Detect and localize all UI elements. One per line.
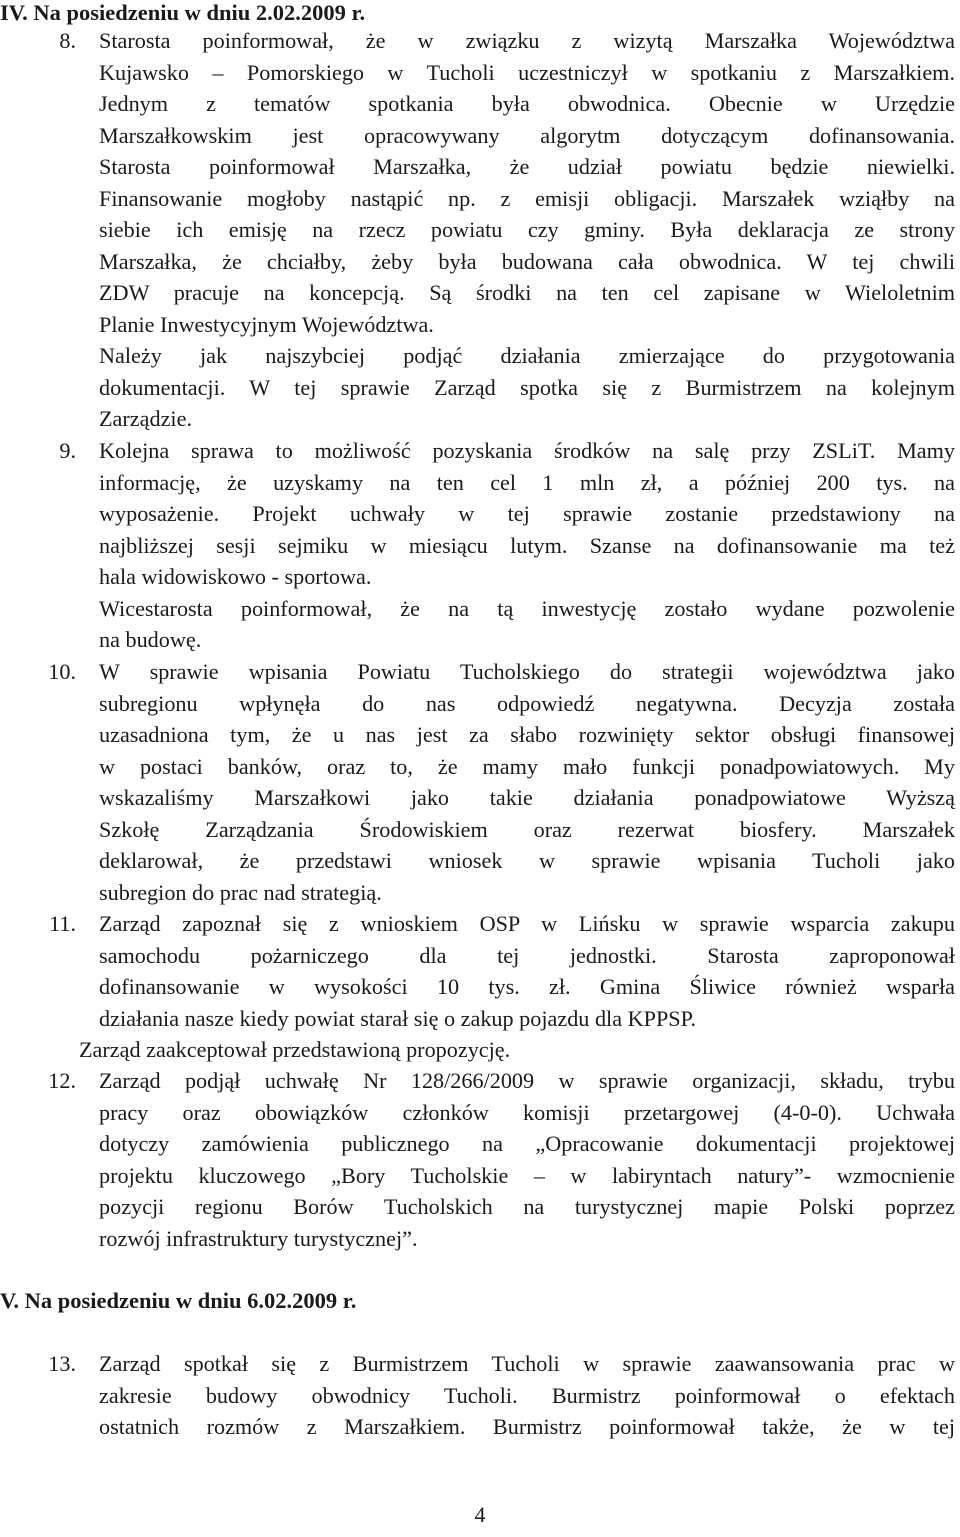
text-line: dokumentacji. W tej sprawie Zarząd spotka się z Burmistrzem na kolejnym <box>99 374 955 400</box>
text-line: siebie ich emisję na rzecz powiatu czy gminy. Była deklaracja ze strony <box>99 217 955 242</box>
page-number: 4 <box>474 1502 486 1527</box>
list-item-11 <box>0 908 955 1066</box>
text-line: Kujawsko – Pomorskiego w Tucholi uczestniczył w spotkaniu z Marszałkiem. <box>99 59 955 85</box>
text-line: subregionu wpłynęła do nas odpowiedź negatywna. Decyzja została <box>99 690 955 716</box>
text-line: pracy oraz obowiązków członków komisji przetargowej (4-0-0). Uchwała <box>99 1099 955 1125</box>
text-line: wskazaliśmy Marszałkowi jako takie działania ponadpowiatowe Wyższą <box>99 785 955 810</box>
text-line: Wicestarosta poinformował, że na tą inwestycję zostało wydane pozwolenie <box>99 595 955 621</box>
text-line: Zarządzie. <box>99 406 192 431</box>
text-line: Zarząd spotkał się z Burmistrzem Tucholi w sprawie zaawansowania prac w <box>99 1351 955 1376</box>
text-line: Marszałkowskim jest opracowywany algorytm dotyczącym dofinansowania. <box>99 122 955 148</box>
text-line: w postaci banków, oraz to, że mamy mało funkcji ponadpowiatowych. My <box>99 753 955 779</box>
list-item-10 <box>0 656 955 908</box>
item-text <box>99 435 955 656</box>
item-text <box>79 908 955 1066</box>
text-line: Zarząd zaakceptował przedstawioną propozycję. <box>79 1037 511 1062</box>
item-text <box>99 1065 955 1254</box>
section-heading-iv: IV. Na posiedzeniu w dniu 2.02.2009 r. <box>0 0 366 25</box>
text-line: projektu kluczowego „Bory Tucholskie – w labiryntach natury”- wzmocnienie <box>99 1162 955 1188</box>
text-line: Finansowanie mogłoby nastąpić np. z emisji obligacji. Marszałek wziąłby na <box>99 185 955 211</box>
item-number: 13. <box>48 1351 76 1376</box>
item-text <box>99 1348 955 1443</box>
text-line: Starosta poinformował, że w związku z wizytą Marszałka Województwa <box>99 28 955 53</box>
item-text <box>99 656 955 908</box>
item-number: 8. <box>59 28 76 53</box>
text-line: Jednym z tematów spotkania była obwodnica. Obecnie w Urzędzie <box>99 91 955 116</box>
item-number: 12. <box>48 1068 76 1093</box>
text-line: Zarząd zapoznał się z wnioskiem OSP w Lińsku w sprawie wsparcia zakupu <box>99 911 955 936</box>
item-number: 9. <box>59 438 76 463</box>
text-line: dofinansowanie w wysokości 10 tys. zł. Gmina Śliwice również wsparła <box>99 974 955 999</box>
text-line: subregion do prac nad strategią. <box>99 879 382 905</box>
text-line: samochodu pożarniczego dla tej jednostki. Starosta zaproponował <box>99 942 955 968</box>
text-line: Kolejna sprawa to możliwość pozyskania środków na salę przy ZSLiT. Mamy <box>99 438 955 463</box>
text-line: informację, że uzyskamy na ten cel 1 mln zł, a później 200 tys. na <box>99 469 955 495</box>
text-line: dotyczy zamówienia publicznego na „Opracowanie dokumentacji projektowej <box>99 1131 955 1156</box>
text-line: Marszałka, że chciałby, żeby była budowana cała obwodnica. W tej chwili <box>99 248 955 274</box>
text-line: rozwój infrastruktury turystycznej”. <box>99 1225 418 1251</box>
list-item-12 <box>0 1065 955 1254</box>
text-line: ZDW pracuje na koncepcją. Są środki na ten cel zapisane w Wieloletnim <box>99 280 955 305</box>
text-line: Należy jak najszybciej podjąć działania zmierzające do przygotowania <box>99 343 955 368</box>
list-item-13 <box>0 1348 955 1443</box>
text-line: działania nasze kiedy powiat starał się o zakup pojazdu dla KPPSP. <box>99 1005 697 1031</box>
list-item-8 <box>0 25 955 435</box>
item-text <box>99 25 955 435</box>
text-line: W sprawie wpisania Powiatu Tucholskiego do strategii województwa jako <box>99 659 955 684</box>
text-line: zakresie budowy obwodnicy Tucholi. Burmistrz poinformował o efektach <box>99 1382 955 1408</box>
text-line: na budowę. <box>99 627 202 652</box>
text-line: Szkołę Zarządzania Środowiskiem oraz rezerwat biosfery. Marszałek <box>99 816 955 842</box>
item-number: 11. <box>49 911 76 936</box>
text-line: Starosta poinformował Marszałka, że udział powiatu będzie niewielki. <box>99 154 955 179</box>
item-number: 10. <box>48 659 76 684</box>
text-line: Zarząd podjął uchwałę Nr 128/266/2009 w sprawie organizacji, składu, trybu <box>99 1068 955 1093</box>
text-line: deklarował, że przedstawi wniosek w sprawie wpisania Tucholi jako <box>99 848 955 873</box>
text-line: wyposażenie. Projekt uchwały w tej sprawie zostanie przedstawiony na <box>99 501 955 526</box>
text-line: najbliższej sesji sejmiku w miesiącu lutym. Szanse na dofinansowanie ma też <box>99 532 955 558</box>
text-line: ostatnich rozmów z Marszałkiem. Burmistrz poinformował także, że w tej <box>99 1414 955 1439</box>
list-item-9 <box>0 435 955 656</box>
text-line: Planie Inwestycyjnym Województwa. <box>99 311 434 337</box>
text-line: pozycji regionu Borów Tucholskich na turystycznej mapie Polski poprzez <box>99 1194 955 1219</box>
text-line: uzasadniona tym, że u nas jest za słabo rozwinięty sektor obsługi finansowej <box>99 722 955 747</box>
text-line: hala widowiskowo - sportowa. <box>99 564 372 589</box>
section-heading-v: V. Na posiedzeniu w dniu 6.02.2009 r. <box>0 1288 357 1313</box>
